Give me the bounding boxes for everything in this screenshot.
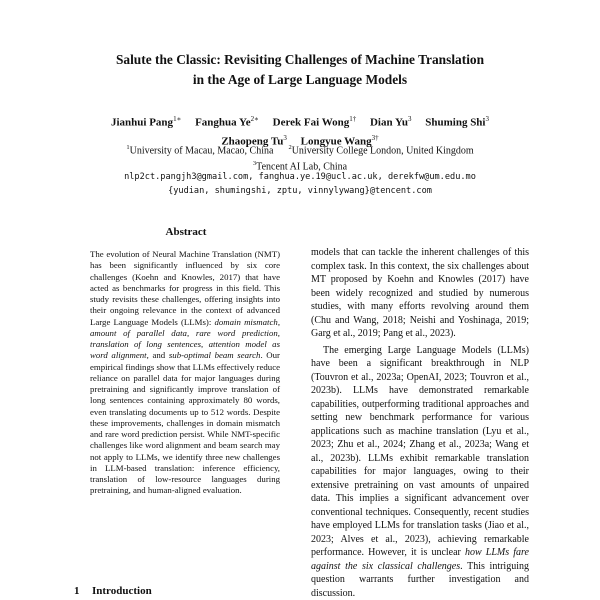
paragraph [311,344,529,600]
paragraph-emphasis: how LLMs fare against the six classical challenges [311,547,529,572]
abstract-text: , and [146,350,169,361]
abstract-emphasis: sub-optimal beam search [168,350,261,361]
abstract-text: , [277,316,281,327]
author-name: Dian Yu [369,116,408,129]
author-name: Derek Fai Wong [272,116,350,129]
affiliation-sup: 2 [288,144,292,151]
abstract-text: , [186,327,196,338]
abstract-text: . Our empirical findings show that LLMs effectively reduce reliance on parallel data for major languages during pretraining and significantly improve translation of long sentences containing approximately 80 words, even translating documents up to 512 words. Despite these improvements, challenges in domain mismatch and rare word prediction persist. While NMT-specific challenges like word alignment and beam search may not apply to LLMs, we identify three new challenges in LLM-based translation: inference efficiency, translation of low-resource languages during pretraining, and human-aligned evaluation. [90,350,280,496]
section-title: Introduction [92,585,152,597]
title-line-1: Salute the Classic: Revisiting Challenges of Machine Translation [115,52,485,67]
author-sup: 3 [408,115,412,123]
author-sup: 1† [349,115,357,123]
author-name: Zhaopeng Tu [221,135,284,148]
emails-line-1: nlp2ct.pangjh3@gmail.com, fanghua.ye.19@ucl.ac.uk, derekfw@um.edu.mo [124,172,476,182]
author-emails [60,170,540,198]
author-sup: 2∗ [250,115,259,123]
paper-title [60,50,540,90]
author-name: Jianhui Pang [111,116,174,129]
author-name: Longyue Wang [300,135,372,148]
affiliation-sup: 3 [252,160,257,168]
title-line-2: in the Age of Large Language Models [192,72,408,87]
author-name: Fanghua Ye [195,116,251,129]
affiliation-1: University of Macau, Macao, China [129,145,274,157]
affiliations-line-1 [60,141,540,157]
abstract-text: The evolution of Neural Machine Translation (NMT) has been significantly influenced by six core challenges (Koehn and Knowles, 2017) that have acted as benchmarks for progress in this field. This study revisits these challenges, offering insights into their ongoing relevance in the context of advanced Large Language Models (LLMs): [90,249,280,327]
affiliation-2: University College London, United Kingdom [291,145,474,157]
abstract-heading: Abstract [165,226,207,238]
paragraph-text: . This intriguing question warrants further investigation and discussion. [311,560,529,599]
right-column-text [311,246,529,600]
abstract-emphasis: attention model as word alignment [90,339,280,361]
abstract-emphasis: domain mismatch [214,316,278,327]
author-sup: 1∗ [173,115,182,123]
author-sup: 3 [485,115,489,123]
affiliation-3: Tencent AI Lab, China [256,161,348,173]
affiliations [60,141,540,174]
affiliation-sup: 1 [126,144,130,151]
paragraph: models that can tackle the inherent challenges of this complex task. In this context, the six challenges about MT proposed by Koehn and Knowles (2017) have been widely recognized and studied by numerous studies, with many efforts revolving around them (Chu and Wang, 2018; Neishi and Yoshinaga, 2019; Garg et al., 2019; Pang et al., 2023). [311,247,529,339]
section-number: 1 [74,585,80,597]
abstract-body [90,249,280,497]
abstract-emphasis: amount of parallel data [90,327,187,338]
author-sup: 3† [371,133,379,142]
abstract-emphasis: rare word prediction [195,327,278,338]
abstract-text: , [201,339,209,349]
abstract-emphasis: translation of long sentences [90,339,201,349]
author-name: Shuming Shi [425,116,486,129]
abstract-text: , [277,327,280,338]
author-sup: 3 [283,133,287,142]
authors-line-1 [60,112,540,131]
section-heading-introduction [74,585,152,597]
emails-line-2: {yudian, shumingshi, zptu, vinnylywang}@tencent.com [168,186,432,196]
paragraph-text: The emerging Large Language Models (LLMs) have been a significant breakthrough in NLP (Touvron et al., 2023a; OpenAI, 2023; Touvron et al., 2023b). LLMs have demonstrated remarkable capabilities, outperforming traditional approaches and setting new benchmark performance for various applications such as machine translation (Lyu et al., 2023; Zhu et al., 2024; Zhang et al., 2023a; Wang et al., 2023b). LLMs exhibit remarkable translation capabilities for major languages, owing to their extensive pretraining on vast amounts of unpaired data. This implies a significant advancement over conventional techniques. Consequently, recent studies have employed LLMs for translation tasks (Jiao et al., 2023; Alves et al., 2023), achieving remarkable performance. However, it is unclear [311,344,529,558]
